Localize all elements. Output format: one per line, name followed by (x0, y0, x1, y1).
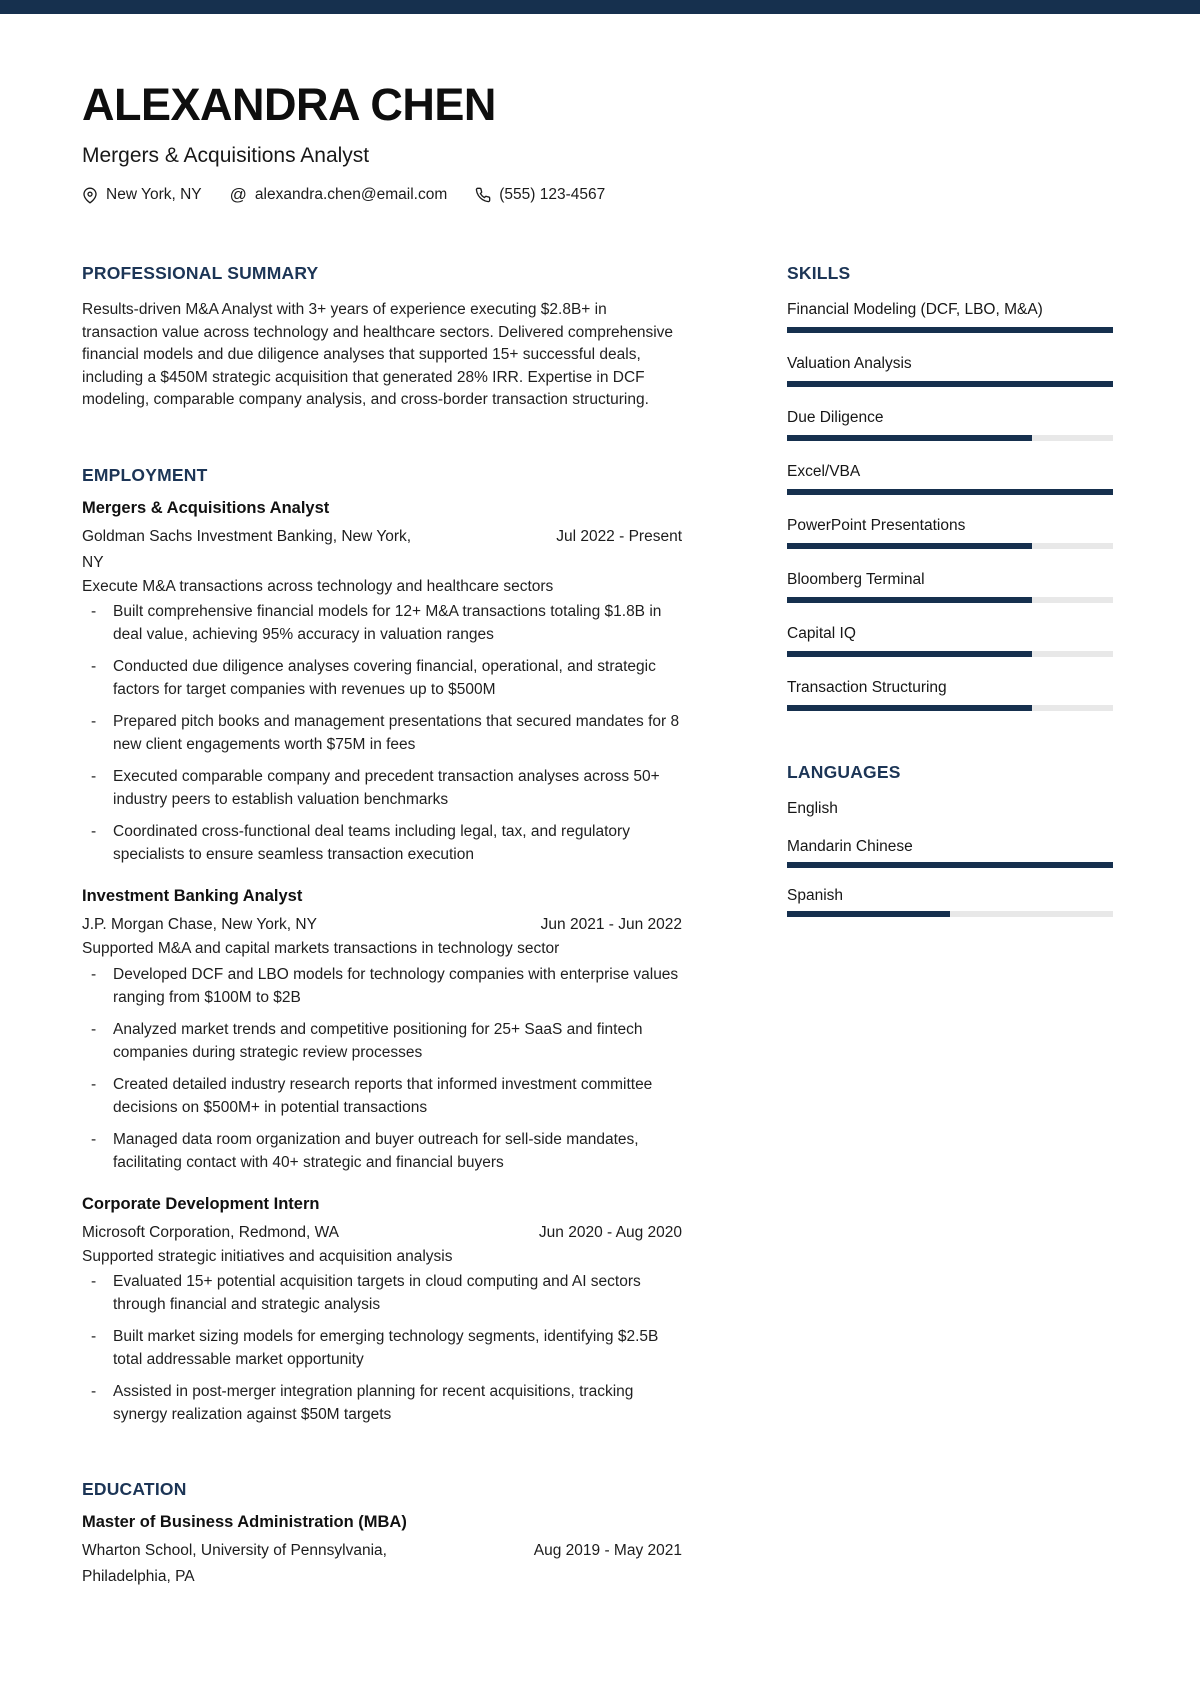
meter-item (787, 798, 1113, 819)
job-company: Goldman Sachs Investment Banking, New York, NY (82, 527, 412, 571)
bullet-item: - Coordinated cross-functional deal teams including legal, tax, and regulatory specialists to ensure seamless transaction execution (82, 820, 682, 866)
job-company-row (82, 1220, 682, 1246)
meter-bar (787, 651, 1113, 657)
contact-location-text: New York, NY (106, 186, 202, 203)
section-skills (787, 262, 1113, 711)
meter-bar-fill (787, 489, 1113, 495)
languages-heading: LANGUAGES (787, 762, 901, 782)
contact-location (82, 184, 202, 206)
meter-label: Bloomberg Terminal (787, 571, 925, 588)
page-header (82, 80, 1113, 206)
meter-label: Excel/VBA (787, 463, 861, 480)
jobs-list (82, 496, 682, 1427)
job-bullets (82, 1270, 682, 1426)
main-column (82, 262, 682, 1590)
education-dates: Aug 2019 - May 2021 (533, 1542, 682, 1559)
job-summary: Supported M&A and capital markets transactions in technology sector (82, 940, 560, 957)
section-education (82, 1478, 682, 1590)
bullet-item: - Managed data room organization and buyer outreach for sell-side mandates, facilitating contact with 40+ strategic and financial buyers (82, 1128, 682, 1174)
bullet-item: - Assisted in post-merger integration planning for recent acquisitions, tracking synergy realization against $50M targets (82, 1380, 682, 1426)
meter-label: Mandarin Chinese (787, 838, 913, 855)
professional-summary-text: Results-driven M&A Analyst with 3+ years of experience executing $2.8B+ in transaction value across technology and healthcare sectors. Delivered comprehensive financial models and due diligence analyses that supported 15+ successful deals, including a $450M strategic acquisition that generated 28% IRR. Expertise in DCF modeling, comparable company analysis, and cross-border transaction structuring. (82, 301, 674, 408)
job-title: Mergers & Acquisitions Analyst (82, 498, 330, 517)
education-school: Wharton School, University of Pennsylvania, Philadelphia, PA (82, 1542, 387, 1585)
meter-item (787, 836, 1113, 868)
education-heading: EDUCATION (82, 1479, 187, 1499)
section-languages (787, 761, 1113, 917)
bullet-item: - Conducted due diligence analyses covering financial, operational, and strategic factors for target companies with revenues up to $500M (82, 655, 682, 701)
bullet-item: - Analyzed market trends and competitive positioning for 25+ SaaS and fintech companies during strategic review processes (82, 1018, 682, 1064)
bullet-item: - Evaluated 15+ potential acquisition targets in cloud computing and AI sectors through financial and strategic analysis (82, 1270, 682, 1316)
job-bullets (82, 963, 682, 1174)
meter-bar (787, 597, 1113, 603)
education-degree: Master of Business Administration (MBA) (82, 1513, 407, 1531)
email-at-icon: @ (229, 185, 247, 204)
contact-email-text: alexandra.chen@email.com (254, 186, 448, 203)
meter-item (787, 677, 1113, 711)
meter-bar (787, 543, 1113, 549)
bullet-item: - Created detailed industry research reports that informed investment committee decisions on $500M+ in potential transactions (82, 1073, 682, 1119)
job-dates: Jul 2022 - Present (556, 527, 682, 545)
meter-bar (787, 911, 1113, 917)
contact-row (82, 184, 1113, 206)
meter-item (787, 623, 1113, 657)
meter-item (787, 353, 1113, 387)
meter-label: Valuation Analysis (787, 355, 912, 372)
job-title: Corporate Development Intern (82, 1194, 320, 1213)
meter-bar-fill (787, 705, 1032, 711)
section-professional-summary (82, 262, 682, 412)
bullet-item: - Developed DCF and LBO models for technology companies with enterprise values ranging from $100M to $2B (82, 963, 682, 1009)
meter-label: Transaction Structuring (787, 679, 947, 696)
meter-bar-fill (787, 327, 1113, 333)
meter-bar (787, 381, 1113, 387)
professional-summary-heading: PROFESSIONAL SUMMARY (82, 263, 319, 283)
job-title: Investment Banking Analyst (82, 887, 303, 905)
top-accent-bar (0, 0, 1200, 14)
meter-bar (787, 327, 1113, 333)
meter-item (787, 515, 1113, 549)
job-company: J.P. Morgan Chase, New York, NY (82, 916, 317, 933)
meter-label: English (787, 800, 838, 817)
languages-list (787, 798, 1113, 917)
meter-bar (787, 862, 1113, 868)
meter-label: Spanish (787, 887, 844, 904)
meter-bar-fill (787, 862, 1113, 868)
person-job-title: Mergers & Acquisitions Analyst (82, 144, 370, 167)
skills-list (787, 299, 1113, 711)
meter-label: Due Diligence (787, 409, 884, 426)
job-company-row (82, 912, 682, 938)
meter-item (787, 461, 1113, 495)
employment-heading: EMPLOYMENT (82, 464, 208, 485)
job-summary: Execute M&A transactions across technology and healthcare sectors (82, 577, 554, 595)
meter-bar (787, 489, 1113, 495)
meter-bar-fill (787, 597, 1032, 603)
location-pin-icon (82, 187, 98, 204)
contact-email (230, 184, 448, 206)
job-company-row (82, 524, 682, 576)
job-entry (82, 496, 682, 867)
contact-phone (475, 184, 605, 206)
bullet-item: - Executed comparable company and precedent transaction analyses across 50+ industry peers to establish valuation benchmarks (82, 765, 682, 811)
job-bullets (82, 600, 682, 866)
meter-item (787, 885, 1113, 917)
section-employment (82, 464, 682, 1427)
job-dates: Jun 2021 - Jun 2022 (540, 916, 682, 933)
meter-bar-fill (787, 651, 1032, 657)
meter-bar (787, 705, 1113, 711)
side-column (787, 262, 1113, 934)
meter-bar-fill (787, 911, 950, 917)
meter-label: PowerPoint Presentations (787, 517, 966, 534)
meter-bar-fill (787, 543, 1032, 549)
meter-item (787, 569, 1113, 603)
job-summary: Supported strategic initiatives and acquisition analysis (82, 1247, 453, 1265)
bullet-item: - Prepared pitch books and management presentations that secured mandates for 8 new client engagements worth $75M in fees (82, 710, 682, 756)
phone-icon (475, 187, 491, 203)
meter-bar-fill (787, 435, 1032, 441)
bullet-item: - Built market sizing models for emerging technology segments, identifying $2.5B total addressable market opportunity (82, 1325, 682, 1371)
education-row (82, 1538, 682, 1590)
meter-item (787, 299, 1113, 333)
job-entry (82, 1192, 682, 1427)
job-dates: Jun 2020 - Aug 2020 (538, 1223, 682, 1241)
meter-bar-fill (787, 381, 1113, 387)
bullet-item: - Built comprehensive financial models for 12+ M&A transactions totaling $1.8B in deal value, achieving 95% accuracy in valuation ranges (82, 600, 682, 646)
person-name: ALEXANDRA CHEN (82, 79, 496, 130)
contact-phone-text: (555) 123-4567 (499, 186, 606, 203)
meter-label: Financial Modeling (DCF, LBO, M&A) (787, 301, 1043, 318)
job-entry (82, 884, 682, 1174)
meter-bar (787, 435, 1113, 441)
meter-label: Capital IQ (787, 625, 856, 642)
job-company: Microsoft Corporation, Redmond, WA (82, 1223, 339, 1241)
skills-heading: SKILLS (787, 263, 851, 283)
meter-item (787, 407, 1113, 441)
